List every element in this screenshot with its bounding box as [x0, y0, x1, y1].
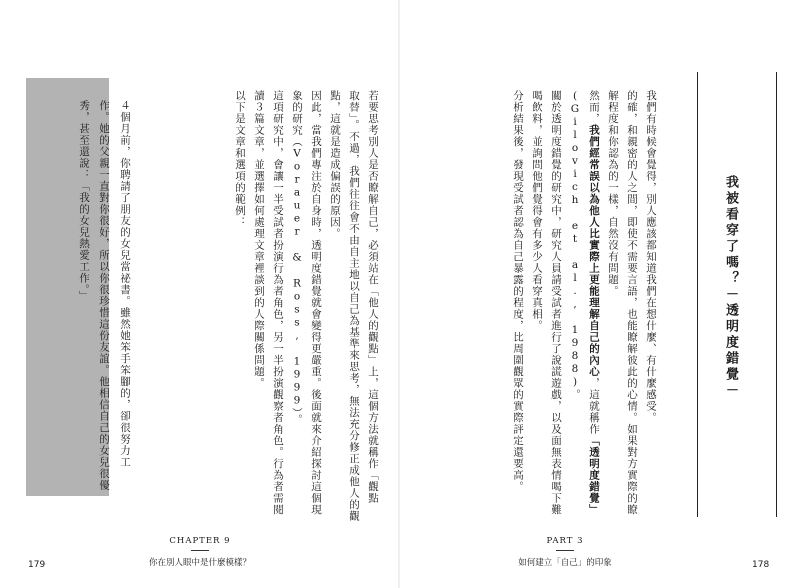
left-page: [0, 0, 399, 588]
body-line: 讀３篇文章，並選擇如何處理文章裡談到的人際關係問題。: [253, 90, 265, 389]
example-line: ４個月前，你聘請了朋友的女兒當祕書。雖然她笨手笨腳的，卻很努力工: [119, 100, 131, 468]
body-line: 解程度和你認為的一樣，自然沒有問題。: [607, 90, 619, 297]
chapter-title: 你在別人眼中是什麼模樣？: [148, 558, 251, 568]
body-line: 若要思考別人是否瞭解自己，必須站在「他人的觀點」上，這個方法就稱作「觀點: [367, 90, 379, 504]
page-number: 178: [752, 560, 770, 570]
body-line: 取替」。不過，我們往往會不由自主地以自己為基準來思考，無法充分修正成他人的觀: [348, 90, 360, 522]
body-line: 點，這就是造成偏誤的原因。: [329, 90, 341, 240]
body-line: 的確，和親密的人之間，即使不需要言語，也能瞭解彼此的心情。如果對方實際的瞭: [626, 90, 638, 516]
body-line-mixed: [587, 90, 600, 516]
body-line: 以下是文章和選項的範例：: [234, 90, 246, 228]
body-line: 象的研究（Vorauer & Ross, 1999）。: [291, 90, 303, 426]
chapter-label: CHAPTER 9: [169, 536, 231, 546]
citation: (Gilovich et al., 1988)。: [569, 90, 581, 401]
body-line: 這項研究中，會讓一半受試者扮演行為者角色，另一半扮演觀察者角色。行為者需閱: [272, 90, 284, 516]
body-line: 關於透明度錯覺的研究中，研究人員請受試者進行了說謊遊戲，以及面無表情喝下難: [550, 90, 562, 516]
right-page: [400, 0, 799, 588]
footer-rule: [556, 550, 574, 551]
example-line: 作。她的父親一直對你很好，所以你很珍惜這份友誼。他相信自己的女兒很優: [98, 100, 110, 491]
body-line: 喝飲料，並詢問他們覺得會有多少人看穿真相。: [531, 90, 543, 332]
example-line: 秀，甚至還說：「我的女兒熱愛工作。」: [78, 100, 90, 302]
footer-rule: [191, 550, 209, 551]
part-title: 如何建立「自己」的印象: [518, 558, 612, 568]
body-line: 因此，當我們專注於自身時，透明度錯覺就會變得更嚴重。後面就來介紹探討這個現: [310, 90, 322, 516]
running-footer: [480, 536, 650, 568]
body-line-bold: 我們有時候會覺得，別人應該都知道我們在想什麼、有什麼感受。: [645, 90, 657, 424]
term-highlight: 「透明度錯覺」: [588, 435, 600, 516]
body-text: 然而，: [588, 90, 600, 125]
body-text-bold: 我們經常誤以為他人比實際上更能理解自己的內心: [588, 124, 600, 378]
body-text: ，這就稱作: [588, 377, 600, 435]
page-number: 179: [28, 560, 46, 570]
part-label: PART 3: [546, 536, 584, 546]
section-title: 我被看穿了嗎？－透明度錯覺－: [723, 175, 738, 399]
body-line: 分析結果後，發現受試者認為自己暴露的程度，比周圍觀眾的實際評定還要高。: [512, 90, 524, 493]
running-footer: [115, 536, 285, 568]
